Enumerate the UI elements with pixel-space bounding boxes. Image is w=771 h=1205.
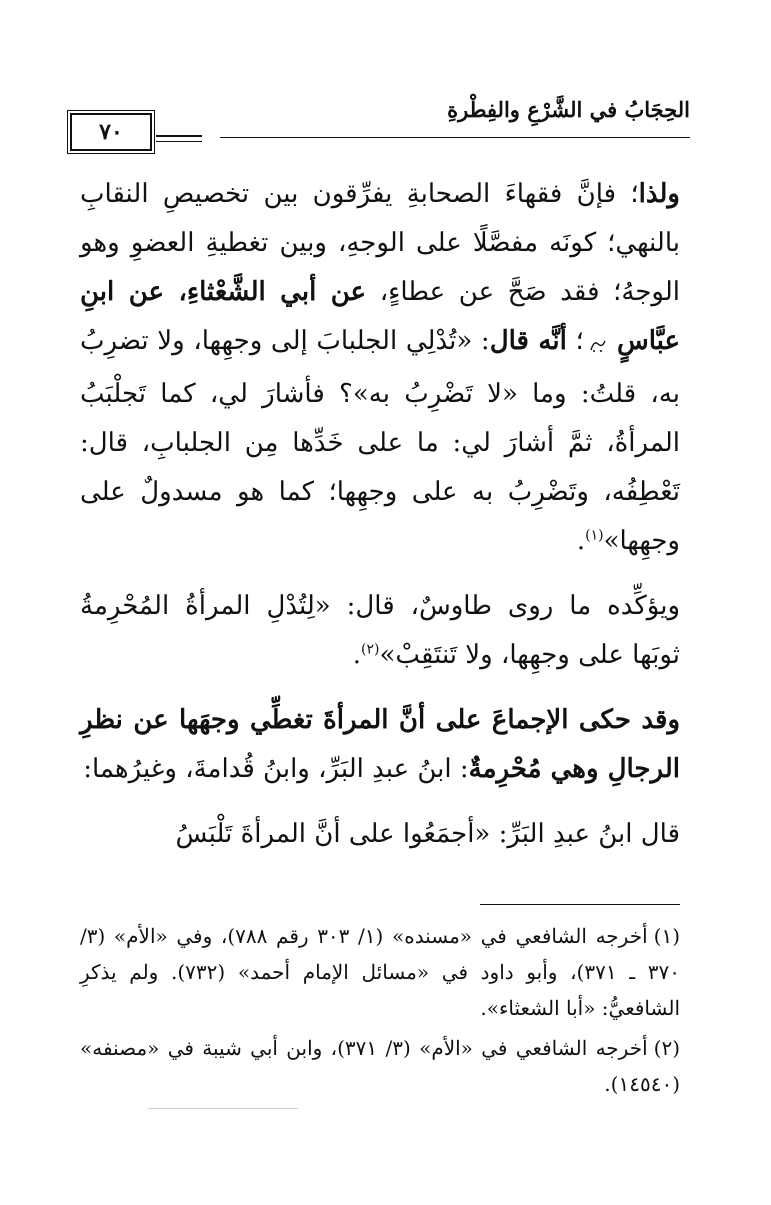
running-title: الحِجَابُ في الشَّرْعِ والفِطْرةِ	[447, 97, 690, 122]
paragraph-2	[80, 582, 680, 680]
footnote-1-text: أخرجه الشافعي في «مسنده» (١/ ٣٠٣ رقم ٧٨٨)، وفي «الأم» (٣/ ٣٧٠ ـ ٣٧١)، وأبو داود في «مسائل الإمام أحمد» (٧٣٢). ولم يذكرِ الشافعيُّ: «أبا الشعثاء».	[80, 924, 680, 1020]
paragraph-1-text-a: ؛ فإنَّ فقهاءَ الصحابةِ يفرِّقون بين تخصيصِ النقابِ بالنهي؛ كونَه مفصَّلًا على الوجهِ، وبين تغطيةِ العضوِ وهو الوجهُ؛ فقد صَحَّ عن عطاءٍ،	[80, 179, 681, 307]
paragraph-2-text: ويؤكِّده ما روى طاوسٌ، قال: «لِتُدْلِ المرأةُ المُحْرِمةُ ثوبَها على وجهِها، ولا تَنتَقِبْ»	[80, 591, 680, 670]
paragraph-1-end: .	[576, 526, 586, 556]
honorific-ligature-icon	[588, 336, 608, 356]
footnote-ref-1[interactable]: (١)	[585, 527, 604, 544]
paragraph-1-said: أنَّه قال	[489, 326, 567, 356]
footnote-1-number: (١)	[653, 924, 681, 948]
honorific-glyph	[584, 338, 609, 353]
paragraph-3	[80, 696, 680, 794]
header-rule-double-bottom	[156, 141, 202, 142]
footnotes	[80, 918, 680, 1106]
footnote-1	[80, 918, 680, 1026]
header-rule	[220, 137, 690, 138]
faint-line	[148, 1108, 298, 1109]
paragraph-4-text: قال ابنُ عبدِ البَرِّ: «أجمَعُوا على أنَّ المرأةَ تَلْبَسُ	[175, 819, 680, 849]
page-number: ٧٠	[70, 113, 152, 151]
paragraph-1	[80, 170, 680, 566]
paragraph-3-bold: وقد حكى الإجماعَ على أنَّ المرأةَ تغطِّي وجهَها عن نظرِ الرجالِ وهي مُحْرِمةٌ	[80, 705, 680, 784]
footnote-2-text: أخرجه الشافعي في «الأم» (٣/ ٣٧١)، وابن أبي شيبة في «مصنفه» (١٤٥٤٠).	[80, 1036, 680, 1096]
footnote-2	[80, 1030, 680, 1102]
paragraph-1-semicolon: ؛	[575, 326, 584, 356]
footnote-separator	[480, 904, 680, 905]
header-rule-double-top	[156, 135, 202, 137]
paragraph-4	[80, 810, 680, 859]
paragraph-1-chain: عن أبي الشَّعْثاءِ، عن ابنِ عبَّاسٍ	[80, 277, 681, 356]
paragraph-2-end: .	[352, 640, 362, 670]
footnote-2-number: (٢)	[653, 1036, 680, 1060]
paragraph-1-quote: : «تُدْلِي الجلبابَ إلى وجهِها، ولا تضرِبُ به، قلتُ: وما «لا تَضْرِبُ به»؟ فأشارَ لي، كما تَجلْبَبُ المرأةُ، ثمَّ أشارَ لي: ما على خَدِّها مِن الجلبابِ، قال: تَعْطِفُه، وتَضْرِبُ به على وجهِها؛ كما هو مسدولٌ على وجهِها»	[80, 326, 680, 556]
paragraph-1-lead: ولذا	[638, 179, 680, 209]
page-header	[70, 95, 690, 165]
footnote-ref-2[interactable]: (٢)	[361, 641, 380, 658]
main-text	[80, 170, 680, 875]
paragraph-3-text: : ابنُ عبدِ البَرِّ، وابنُ قُدامةَ، وغيرُهما:	[83, 754, 469, 784]
